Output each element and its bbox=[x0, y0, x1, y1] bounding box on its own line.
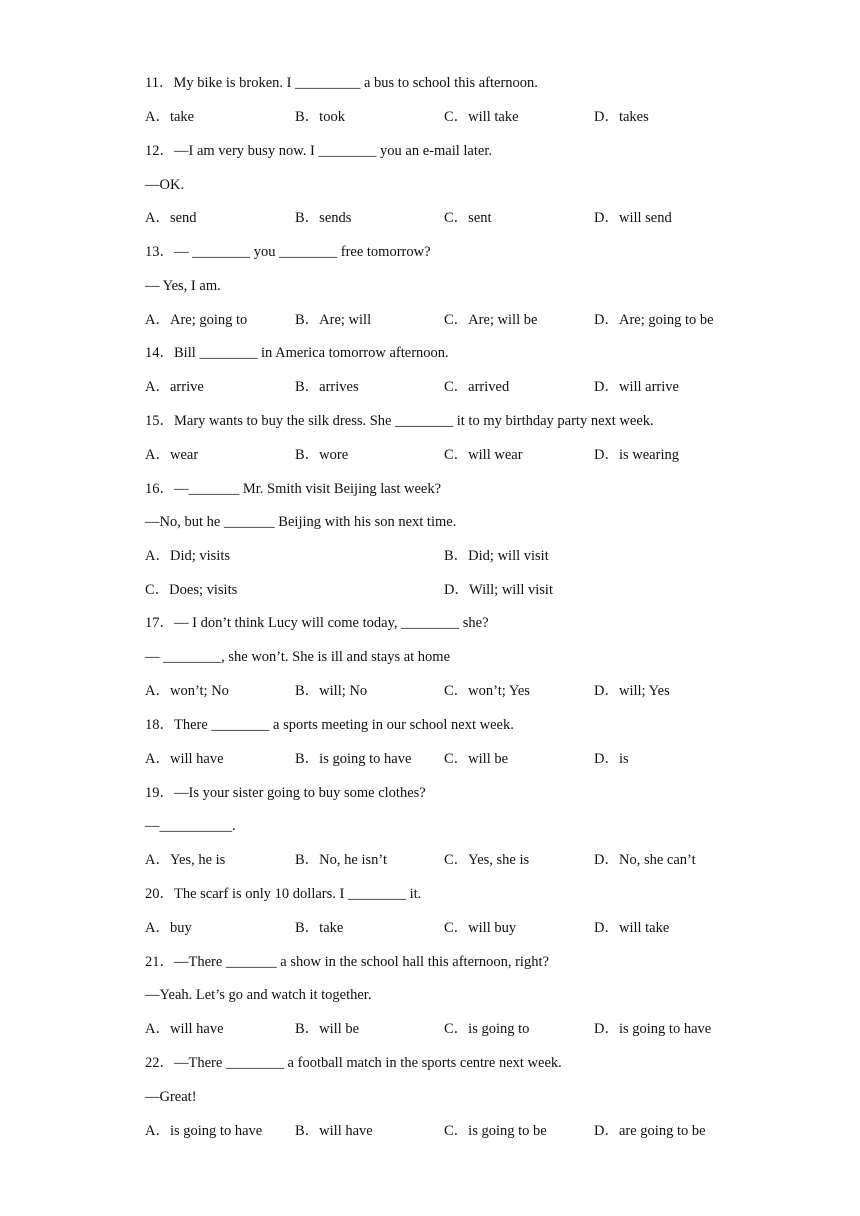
question-16-stem: 16．—_______ Mr. Smith visit Beijing last week? bbox=[145, 481, 442, 497]
question-15-option-b: B．wore bbox=[295, 447, 349, 463]
question-18-stem: 18．There ________ a sports meeting in our school next week. bbox=[145, 717, 514, 733]
question-14-option-b: B．arrives bbox=[295, 379, 359, 395]
question-12-option-c: C．sent bbox=[444, 210, 492, 226]
question-11-option-d: D．takes bbox=[594, 109, 649, 125]
question-20-option-b: B．take bbox=[295, 920, 344, 936]
question-14-option-c: C．arrived bbox=[444, 379, 510, 395]
question-22-stem: 22．—There ________ a football match in the sports centre next week. bbox=[145, 1055, 562, 1071]
question-16-option-b: B．Did; will visit bbox=[444, 548, 549, 564]
question-18-option-b: B．is going to have bbox=[295, 751, 412, 767]
question-22-option-d: D．are going to be bbox=[594, 1123, 706, 1139]
question-13-stem: 13．— ________ you ________ free tomorrow? bbox=[145, 244, 431, 260]
question-21-option-c: C．is going to bbox=[444, 1021, 530, 1037]
question-16-option-d: D．Will; will visit bbox=[444, 582, 553, 598]
question-19-option-b: B．No, he isn’t bbox=[295, 852, 387, 868]
question-21-option-d: D．is going to have bbox=[594, 1021, 712, 1037]
question-20-option-d: D．will take bbox=[594, 920, 670, 936]
question-11-option-c: C．will take bbox=[444, 109, 519, 125]
question-11-stem: 11．My bike is broken. I _________ a bus to school this afternoon. bbox=[145, 75, 538, 91]
question-20-stem: 20．The scarf is only 10 dollars. I ________ it. bbox=[145, 886, 422, 902]
question-15-option-a: A．wear bbox=[145, 447, 199, 463]
question-15-option-d: D．is wearing bbox=[594, 447, 679, 463]
question-13-option-a: A．Are; going to bbox=[145, 312, 248, 328]
question-12-option-d: D．will send bbox=[594, 210, 672, 226]
question-12-reply: —OK. bbox=[145, 177, 185, 193]
question-22-option-a: A．is going to have bbox=[145, 1123, 263, 1139]
question-20-option-a: A．buy bbox=[145, 920, 192, 936]
question-21-reply: —Yeah. Let’s go and watch it together. bbox=[145, 987, 372, 1003]
question-17-option-c: C．won’t; Yes bbox=[444, 683, 530, 699]
question-13-option-c: C．Are; will be bbox=[444, 312, 538, 328]
question-16-reply: —No, but he _______ Beijing with his son next time. bbox=[145, 514, 457, 530]
question-19-option-a: A．Yes, he is bbox=[145, 852, 226, 868]
question-22-option-b: B．will have bbox=[295, 1123, 373, 1139]
question-21-option-b: B．will be bbox=[295, 1021, 360, 1037]
question-11-option-b: B．took bbox=[295, 109, 345, 125]
question-14-stem: 14．Bill ________ in America tomorrow afternoon. bbox=[145, 345, 449, 361]
question-12-option-a: A．send bbox=[145, 210, 197, 226]
question-21-stem: 21．—There _______ a show in the school hall this afternoon, right? bbox=[145, 954, 549, 970]
question-13-option-d: D．Are; going to be bbox=[594, 312, 714, 328]
question-17-reply: — ________, she won’t. She is ill and stays at home bbox=[145, 649, 451, 665]
question-13-reply: — Yes, I am. bbox=[145, 278, 221, 294]
question-21-option-a: A．will have bbox=[145, 1021, 224, 1037]
question-15-option-c: C．will wear bbox=[444, 447, 523, 463]
question-13-option-b: B．Are; will bbox=[295, 312, 372, 328]
question-17-stem: 17．— I don’t think Lucy will come today, ________ she? bbox=[145, 615, 489, 631]
question-14-option-d: D．will arrive bbox=[594, 379, 679, 395]
question-11-option-a: A．take bbox=[145, 109, 195, 125]
question-12-stem: 12．—I am very busy now. I ________ you an e-mail later. bbox=[145, 143, 492, 159]
question-17-option-a: A．won’t; No bbox=[145, 683, 229, 699]
question-18-option-c: C．will be bbox=[444, 751, 509, 767]
question-16-option-a: A．Did; visits bbox=[145, 548, 230, 564]
question-22-reply: —Great! bbox=[145, 1089, 197, 1105]
question-14-option-a: A．arrive bbox=[145, 379, 204, 395]
question-20-option-c: C．will buy bbox=[444, 920, 517, 936]
question-18-option-a: A．will have bbox=[145, 751, 224, 767]
question-17-option-b: B．will; No bbox=[295, 683, 368, 699]
question-22-option-c: C．is going to be bbox=[444, 1123, 547, 1139]
question-12-option-b: B．sends bbox=[295, 210, 352, 226]
question-18-option-d: D．is bbox=[594, 751, 629, 767]
question-19-option-d: D．No, she can’t bbox=[594, 852, 696, 868]
question-19-reply: —__________. bbox=[145, 818, 236, 834]
question-17-option-d: D．will; Yes bbox=[594, 683, 670, 699]
question-15-stem: 15．Mary wants to buy the silk dress. She ________ it to my birthday party next week. bbox=[145, 413, 654, 429]
question-19-stem: 19．—Is your sister going to buy some clothes? bbox=[145, 785, 426, 801]
question-19-option-c: C．Yes, she is bbox=[444, 852, 530, 868]
question-16-option-c: C．Does; visits bbox=[145, 582, 238, 598]
